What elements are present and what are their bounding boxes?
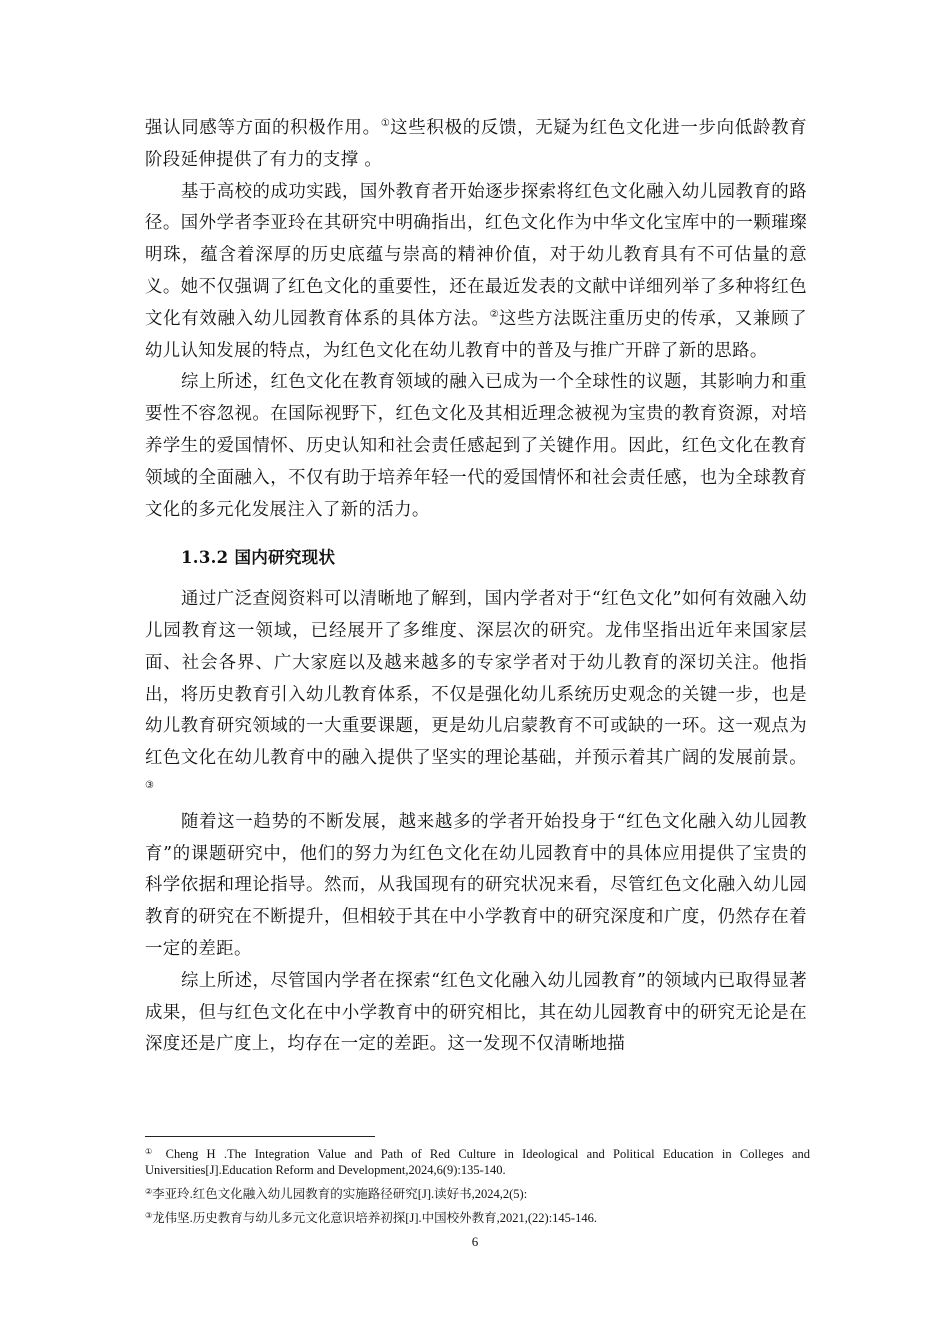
footnote-mark: ① [145,1147,158,1156]
paragraph-trend: 随着这一趋势的不断发展，越来越多的学者开始投身于“红色文化融入幼儿园教育”的课题研究中，他们的努力为红色文化在幼儿园教育中的具体应用提供了宝贵的科学依据和理论指导。然而，从我国现有的研究状况来看，尽管红色文化融入幼儿园教育的研究在不断提升，但相较于其在中小学教育中的研究深度和广度，仍然存在着一定的差距。 [145,811,807,959]
paragraph-text: 强认同感等方面的积极作用。 [145,118,381,138]
section-heading: 1.3.2 国内研究现状 [181,548,336,568]
footnote-text: 李亚玲.红色文化融入幼儿园教育的实施路径研究[J].读好书,2024,2(5): [152,1187,528,1201]
footnote-1 [145,1146,810,1178]
paragraph-summary-global: 综上所述，红色文化在教育领域的融入已成为一个全球性的议题，其影响力和重要性不容忽视。在国际视野下，红色文化及其相近理念被视为宝贵的教育资源，对培养学生的爱国情怀、历史认知和社会责任感起到了关键作用。因此，红色文化在教育领域的全面融入，不仅有助于培养年轻一代的爱国情怀和社会责任感，也为全球教育文化的多元化发展注入了新的活力。 [145,372,807,520]
footnote-2 [145,1186,810,1202]
footnote-3 [145,1210,810,1226]
paragraph-text: 这些积极的反馈，无疑为红色文化进一步向低龄教育阶段延伸提供了有力的支撑 。 [145,118,808,170]
paragraph-text: 通过广泛查阅资料可以清晰地了解到，国内学者对于“红色文化”如何有效融入幼儿园教育这一领域，已经展开了多维度、深层次的研究。龙伟坚指出近年来国家层面、社会各界、广大家庭以及越来越多的专家学者对于幼儿教育的深切关注。他指出，将历史教育引入幼儿教育体系，不仅是强化幼儿系统历史观念的关键一步，也是幼儿教育研究领域的一大重要课题，更是幼儿启蒙教育不可或缺的一环。这一观点为红色文化在幼儿教育中的融入提供了坚实的理论基础，并预示着其广阔的发展前景。 [145,589,807,769]
paragraph-domestic-research [145,584,807,807]
footnote-reference-1[interactable]: ① [380,118,391,129]
footnote-reference-2[interactable]: ② [489,308,499,320]
page-number: 6 [471,1234,479,1249]
body-text [145,113,807,1061]
footnote-reference-3[interactable]: ③ [145,779,154,791]
footnote-text: Cheng H .The Integration Value and Path of Red Culture in Ideological and Political Education in Colleges and Universities[J].Education Reform and Development,2024,6(9):135-140. [145,1147,811,1177]
footnote-mark: ③ [145,1211,153,1220]
footnote-separator [145,1136,375,1137]
paragraph-continuation [145,113,807,177]
footnote-mark: ② [145,1187,153,1196]
paragraph-text: 这些方法既注重历史的传承，又兼顾了幼儿认知发展的特点，为红色文化在幼儿教育中的普及与推广开辟了新的思路。 [145,308,808,361]
footnote-text: 龙伟坚.历史教育与幼儿多元文化意识培养初探[J].中国校外教育,2021,(22):145-146. [152,1211,597,1225]
paragraph-text: 基于高校的成功实践，国外教育者开始逐步探索将红色文化融入幼儿园教育的路径。国外学者李亚玲在其研究中明确指出，红色文化作为中华文化宝库中的一颗璀璨明珠，蕴含着深厚的历史底蕴与崇高的精神价值，对于幼儿教育具有不可估量的意义。她不仅强调了红色文化的重要性，还在最近发表的文献中详细列举了多种将红色文化有效融入幼儿园教育体系的具体方法。 [145,181,807,329]
paragraph-foreign-practice [145,177,807,368]
paragraph-summary-domestic: 综上所述，尽管国内学者在探索“红色文化融入幼儿园教育”的领域内已取得显著成果，但与红色文化在中小学教育中的研究相比，其在幼儿园教育中的研究无论是在深度还是广度上，均存在一定的差距。这一发现不仅清晰地描 [145,970,807,1055]
footnotes [145,1146,810,1234]
